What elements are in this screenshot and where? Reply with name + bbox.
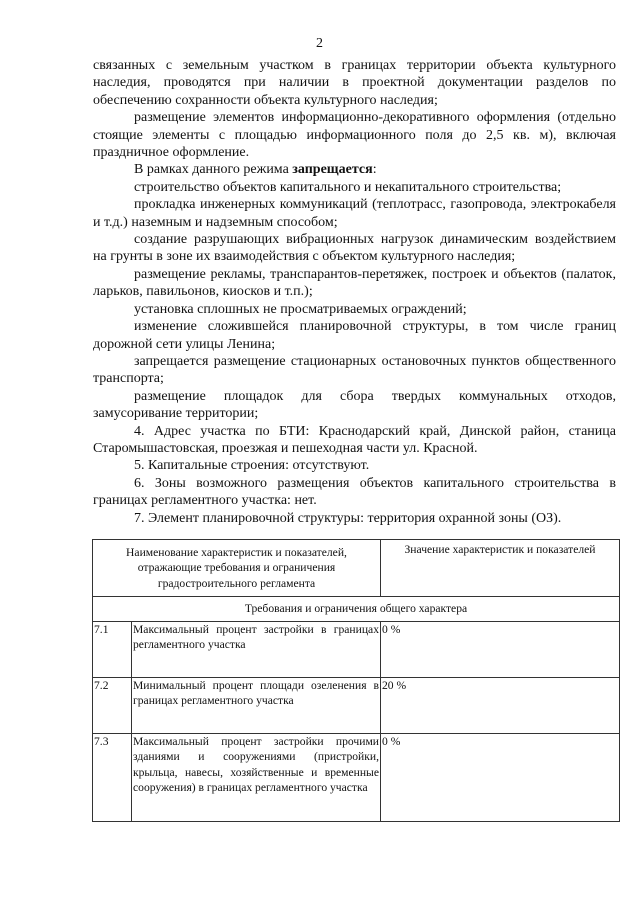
requirements-table [92, 539, 620, 822]
paragraph: размещение площадок для сбора твердых коммунальных отходов, замусоривание территории; [93, 388, 616, 422]
paragraph: связанных с земельным участком в границах территории объекта культурного наследия, проводятся при наличии в проектной документации разделов по обеспечению сохранности объекта культурного наследия; [93, 58, 616, 108]
paragraph: изменение сложившейся планировочной структуры, в том числе границ дорожной сети улицы Ленина; [93, 319, 616, 352]
table-section-title: Требования и ограничения общего характера [93, 597, 620, 622]
table-section-row [93, 597, 620, 622]
table-row [93, 678, 620, 734]
row-name: Максимальный процент застройки прочими зданиями и сооружениями (пристройки, крыльца, навесы, хозяйственные и временные сооружения) в границах регламентного участка [132, 734, 381, 822]
paragraph: В рамках данного режима запрещается: [134, 162, 377, 178]
row-number: 7.2 [93, 678, 132, 734]
paragraph: прокладка инженерных коммуникаций (теплотрасс, газопровода, электрокабеля и т.д.) наземным и надземным способом; [93, 197, 616, 230]
paragraph: 7. Элемент планировочной структуры: территория охранной зоны (ОЗ). [134, 510, 562, 526]
page-number: 2 [316, 36, 323, 51]
row-name: Максимальный процент застройки в границах регламентного участка [132, 622, 381, 678]
row-value: 20 % [381, 678, 620, 734]
paragraph: 4. Адрес участка по БТИ: Краснодарский край, Динской район, станица Старомышастовская, проезжая и пешеходная части ул. Красной. [93, 423, 616, 456]
table-header-name-column: Наименование характеристик и показателей, отражающие требования и ограничения градостроительного регламента [93, 540, 381, 597]
paragraph: строительство объектов капитального и некапитального строительства; [134, 179, 562, 195]
table-header-row [93, 540, 620, 597]
paragraph: размещение рекламы, транспарантов-перетяжек, построек и объектов (палаток, ларьков, павильонов, киосков и т.п.); [93, 266, 616, 300]
row-value: 0 % [381, 622, 620, 678]
table-header-value-column: Значение характеристик и показателей [381, 540, 620, 597]
paragraph: запрещается размещение стационарных остановочных пунктов общественного транспорта; [93, 353, 616, 387]
paragraph: размещение элементов информационно-декоративного оформления (отдельно стоящие элементы с площадью информационного поля до 2,5 кв. м), включая праздничное оформление. [93, 110, 616, 161]
paragraph: 6. Зоны возможного размещения объектов капитального строительства в границах регламентного участка: нет. [93, 475, 616, 509]
paragraph: 5. Капитальные строения: отсутствуют. [134, 458, 370, 474]
body-text [93, 57, 616, 527]
paragraph: создание разрушающих вибрационных нагрузок динамическим воздействием на грунты в зоне их взаимодействия с объектом культурного наследия; [93, 232, 616, 265]
table-row [93, 622, 620, 678]
row-value: 0 % [381, 734, 620, 822]
row-number: 7.3 [93, 734, 132, 822]
paragraph: установка сплошных не просматриваемых ограждений; [134, 301, 467, 317]
row-name: Минимальный процент площади озеленения в границах регламентного участка [132, 678, 381, 734]
row-number: 7.1 [93, 622, 132, 678]
table-row [93, 734, 620, 822]
